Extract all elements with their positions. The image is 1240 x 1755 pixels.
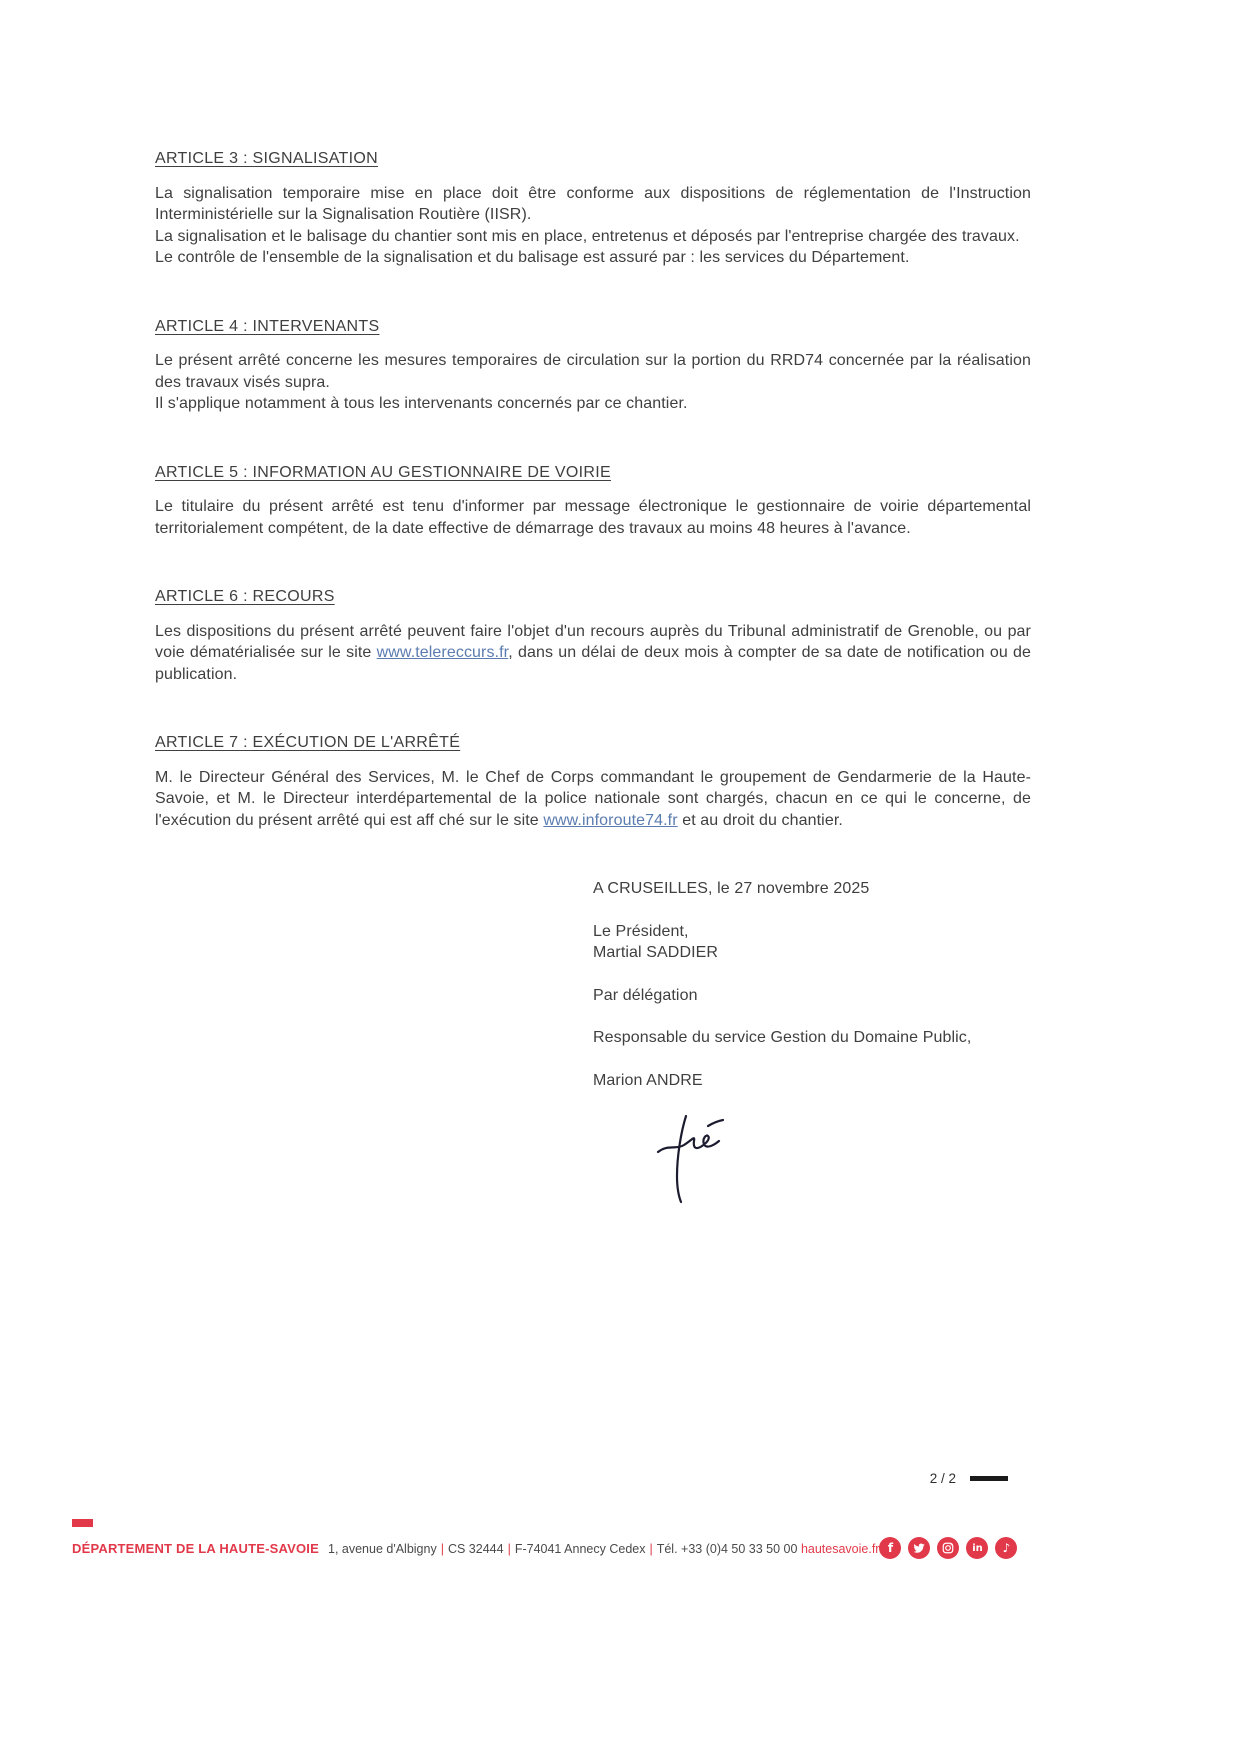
- article-7-heading: ARTICLE 7 : EXÉCUTION DE L'ARRÊTÉ: [155, 734, 461, 751]
- address-street: 1, avenue d'Albigny: [328, 1541, 437, 1556]
- website-link[interactable]: hautesavoie.fr: [800, 1541, 880, 1556]
- article-5: [155, 462, 1031, 540]
- footer-address-line: [72, 1541, 879, 1556]
- article-6: [155, 586, 1031, 685]
- page-number-bar: [970, 1476, 1008, 1481]
- delegation-line: Par délégation: [593, 986, 698, 1004]
- article-7-text-before: M. le Directeur Général des Services, M. le Chef de Corps commandant le groupement de Gendarmerie de la Haute-Savoie, et M. le Directeur interdépartemental de la police nationale sont chargés, chacun en ce qui le concerne, de l'exécution du présent arrêté qui est aff ché sur le site: [155, 768, 1031, 829]
- facebook-icon[interactable]: f: [879, 1537, 901, 1559]
- president-title: Le Président,: [593, 922, 689, 940]
- instagram-icon[interactable]: [937, 1537, 959, 1559]
- article-4: [155, 316, 1031, 415]
- page-footer: [72, 1537, 1010, 1559]
- footer-red-tick: [72, 1519, 93, 1527]
- separator: |: [649, 1541, 653, 1556]
- department-address: [328, 1542, 879, 1556]
- twitter-icon[interactable]: [908, 1537, 930, 1559]
- article-3-paragraph-1: La signalisation temporaire mise en place doit être conforme aux dispositions de réglementation de l'Instruction Interministérielle sur la Signalisation Routière (IISR).: [155, 184, 1031, 223]
- signatory-name: Marion ANDRE: [593, 1071, 703, 1089]
- article-5-heading: ARTICLE 5 : INFORMATION AU GESTIONNAIRE DE VOIRIE: [155, 463, 611, 481]
- article-6-paragraph-1: [155, 621, 1031, 686]
- telerecours-link[interactable]: www.telereccurs.fr: [376, 644, 509, 661]
- article-6-text-before: Les dispositions du présent arrêté peuvent faire l'objet d'un recours auprès du Tribunal administratif de Grenoble, ou par voie dématérialisée sur le site: [155, 622, 1031, 661]
- article-4-paragraph-2: Il s'applique notamment à tous les intervenants concernés par ce chantier.: [155, 395, 688, 412]
- article-3-heading: ARTICLE 3 : SIGNALISATION: [155, 150, 378, 167]
- address-phone: Tél. +33 (0)4 50 33 50 00: [656, 1541, 798, 1556]
- separator: |: [440, 1541, 444, 1556]
- page-number-row: [930, 1471, 1008, 1486]
- president-name: Martial SADDIER: [593, 944, 719, 961]
- article-4-paragraph-1: Le présent arrêté concerne les mesures temporaires de circulation sur la portion du RRD74 concernée par la réalisation des travaux visés supra.: [155, 352, 1031, 391]
- article-3-paragraph-3: Le contrôle de l'ensemble de la signalisation et du balisage est assuré par : les services du Département.: [155, 249, 910, 266]
- closing-block: [593, 878, 1031, 1091]
- responsable-title: Responsable du service Gestion du Domaine Public,: [593, 1029, 972, 1046]
- article-5-paragraph-1: Le titulaire du présent arrêté est tenu d'informer par message électronique le gestionnaire de voirie départemental territorialement compétent, de la date effective de démarrage des travaux au moins 48 heures à l'avance.: [155, 498, 1031, 537]
- article-6-heading: ARTICLE 6 : RECOURS: [155, 588, 335, 605]
- article-7-paragraph-1: [155, 767, 1031, 832]
- article-4-heading: ARTICLE 4 : INTERVENANTS: [155, 317, 380, 335]
- signature-image: [648, 1112, 1031, 1208]
- address-city: F-74041 Annecy Cedex: [514, 1541, 646, 1556]
- linkedin-icon[interactable]: in: [966, 1537, 988, 1559]
- department-name: DÉPARTEMENT DE LA HAUTE-SAVOIE: [72, 1540, 319, 1556]
- page-number: 2 / 2: [929, 1471, 956, 1486]
- president-block: [593, 921, 1031, 964]
- article-6-text-after: , dans un délai de deux mois à compter de sa date de notification ou de publication.: [155, 644, 1031, 683]
- separator: |: [507, 1541, 511, 1556]
- article-3: [155, 148, 1031, 269]
- place-date: A CRUSEILLES, le 27 novembre 2025: [593, 880, 870, 897]
- address-cs: CS 32444: [447, 1541, 504, 1556]
- document-body: [155, 148, 1031, 1208]
- article-3-paragraph-2: La signalisation et le balisage du chantier sont mis en place, entretenus et déposés par l'entreprise chargée des travaux.: [155, 227, 1020, 245]
- article-7-text-after: et au droit du chantier.: [677, 811, 843, 829]
- inforoute74-link[interactable]: www.inforoute74.fr: [543, 811, 678, 829]
- article-7: [155, 732, 1031, 831]
- signature-scribble: [648, 1112, 728, 1204]
- tiktok-icon[interactable]: ♪: [995, 1537, 1017, 1559]
- social-icons: [879, 1537, 1017, 1559]
